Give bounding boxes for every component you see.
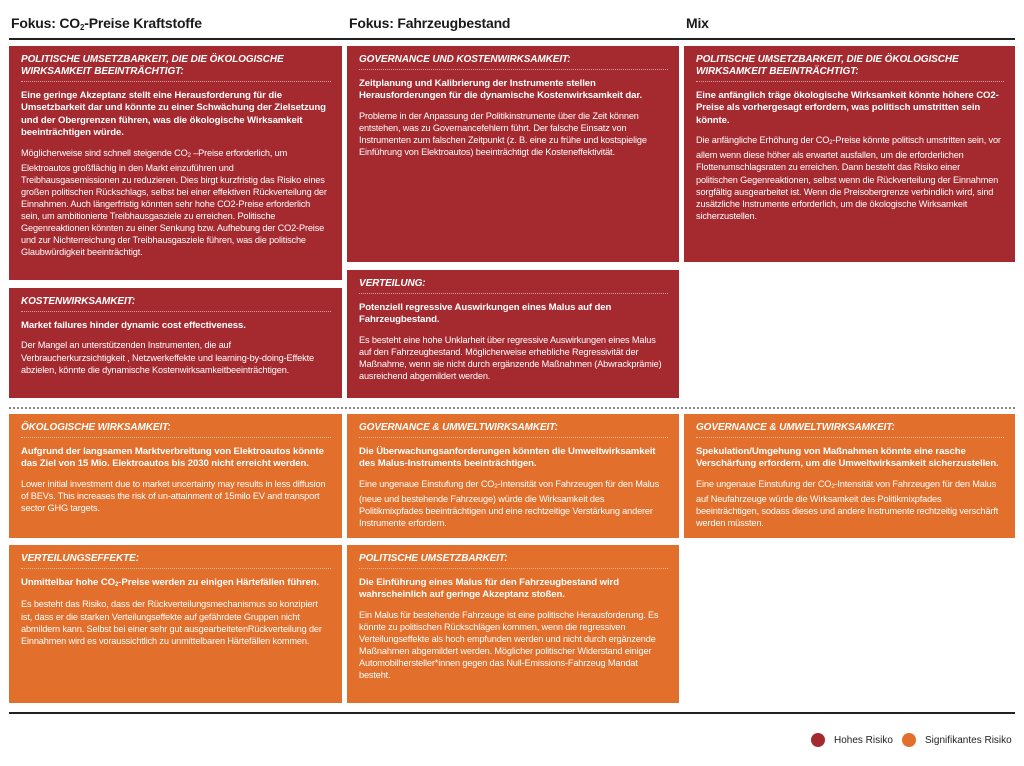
risk-card-political-feasibility-mix — [684, 46, 1015, 262]
header-subscript: 2 — [79, 23, 85, 32]
card-text: Der Mangel an unterstützenden Instrumenten, die auf Verbraucherkurzsichtigkeit , Netzwerkeffekte und learning-by-doing-Effekte abzielen, könnte die dynamische Kostenwirksamkeitbeeinträchtigen. — [21, 340, 314, 375]
card-title: GOVERNANCE UND KOSTENWIRKSAMKEIT: — [359, 54, 668, 70]
card-summary: Eine geringe Akzeptanz stellt eine Herausforderung für die Umsetzbarkeit dar und könnte zu einer Schwächung der Zielsetzung und der Obergrenzen führen, was die ökologische Wirksamkeit beeinträchtigen würde. — [21, 90, 326, 139]
card-text: Lower initial investment due to market uncertainty may results in less diffusion of BEVs. This increases the risk of un-attainment of 15milo EV and transport sector GHG targets. — [21, 478, 326, 513]
column-header-mix: Mix — [686, 15, 709, 31]
card-title: POLITISCHE UMSETZBARKEIT: — [359, 553, 668, 569]
card-title: ÖKOLOGISCHE WIRKSAMKEIT: — [21, 422, 331, 438]
card-title: KOSTENWIRKSAMKEIT: — [21, 296, 331, 312]
risk-card-ecological-effectiveness — [9, 414, 342, 538]
card-text: Es besteht eine hohe Unklarheit über regressive Auswirkungen eines Malus auf den Fahrzeugbestand. Möglicherweise erhebliche Regressivität der Maßnahme, wenn sie nicht durch ergänzende Maßnahmen (Abwrackprämie) ausreichend abgemildert werden. — [359, 334, 662, 382]
card-summary: Spekulation/Umgehung von Maßnahmen könnte eine rasche Verschärfung erfordern, um die Umweltwirksamkeit sicherzustellen. — [696, 446, 999, 470]
card-title: VERTEILUNG: — [359, 278, 668, 294]
card-text: Ein Malus für bestehende Fahrzeuge ist eine politische Herausforderung. Es könnte zu politischen Rückschlägen kommen, wenn die regressiven Verteilungseffekte als hoch empfunden werden und nicht durch ergänzende Maßnahmen abgemildert werden. Möglicher politischer Widerstand einiger Automobilhersteller*innen gegen das Null-Emissions-Fahrzeug Mandat besteht. — [359, 609, 659, 681]
card-text: Es besteht das Risiko, dass der Rückverteilungsmechanismus so konzipiert ist, dass er die starken Verteilungseffekte auf gefährdete Gruppen nicht abmildern kann. Selbst bei einer sehr gut ausgearbeitetenRückverteilung der Einnahmen wird es voraussichtlich zu unmittelbaren Härtefällen kommen. — [21, 599, 322, 646]
card-summary: Die Einführung eines Malus für den Fahrzeugbestand wird wahrscheinlich auf geringe Akzeptanz stoßen. — [359, 577, 619, 601]
legend-swatch-significant — [902, 733, 916, 747]
card-title: GOVERNANCE & UMWELTWIRKSAMKEIT: — [696, 422, 1004, 438]
column-header-vehicle-stock: Fokus: Fahrzeugbestand — [349, 15, 511, 31]
card-title: POLITISCHE UMSETZBARKEIT, DIE DIE ÖKOLOGISCHE WIRKSAMKEIT BEEINTRÄCHTIGT: — [696, 54, 1004, 82]
card-summary: Die Überwachungsanforderungen könnten die Umweltwirksamkeit des Malus-Instruments beeinträchtigen. — [359, 446, 656, 470]
card-summary: Aufgrund der langsamen Marktverbreitung von Elektroautos könnte das Ziel von 15 Mio. Elektroautos bis 2030 nicht erreicht werden. — [21, 446, 324, 470]
risk-card-governance-cost — [347, 46, 679, 262]
legend-high-risk — [811, 733, 893, 747]
card-summary: Zeitplanung und Kalibrierung der Instrumente stellen Herausforderungen für die dynamische Kostenwirksamkeit dar. — [359, 78, 643, 102]
top-divider — [9, 38, 1015, 40]
card-text: Eine ungenaue Einstufung der $CO_2$-Intensität von Fahrzeugen für den Malus auf Neufahrzeuge würde die Wirksamkeit des Politikmixpfades beeinträchtigen, sodass dieses und andere Instrumente rechtzeitig verschärft werden müssten. — [696, 478, 999, 529]
card-summary: Unmittelbar hohe $CO_2$-Preise werden zu einigen Härtefällen führen. — [21, 577, 320, 588]
card-summary: Market failures hinder dynamic cost effectiveness. — [21, 320, 246, 331]
column-header-co2-prices — [11, 15, 202, 32]
legend-swatch-high — [811, 733, 825, 747]
card-title: GOVERNANCE & UMWELTWIRKSAMKEIT: — [359, 422, 668, 438]
risk-card-governance-environment — [347, 414, 679, 538]
risk-card-political-feasibility — [9, 46, 342, 280]
risk-card-governance-environment-mix — [684, 414, 1015, 538]
header-text: -Preise Kraftstoffe — [84, 15, 202, 31]
risk-card-cost-effectiveness — [9, 288, 342, 398]
risk-card-distributional-effects — [9, 545, 342, 703]
legend-label: Hohes Risiko — [834, 734, 893, 746]
card-summary: Potenziell regressive Auswirkungen eines Malus auf den Fahrzeugbestand. — [359, 302, 612, 326]
bottom-divider — [9, 712, 1015, 714]
legend-significant-risk — [902, 733, 1012, 747]
middle-divider — [9, 407, 1015, 409]
card-summary: Eine anfänglich träge ökologische Wirksamkeit könnte höhere CO2-Preise als vorhergesagt erfordern, was politisch umstritten sein könnte. — [696, 90, 999, 126]
legend-label: Signifikantes Risiko — [925, 734, 1012, 746]
risk-card-political-feasibility-stock — [347, 545, 679, 703]
card-title: VERTEILUNGSEFFEKTE: — [21, 553, 331, 569]
card-text: Eine ungenaue Einstufung der $CO_2$-Intensität von Fahrzeugen für den Malus (neue und bestehende Fahrzeuge) würde die Wirksamkeit des Politikmixpfades beeinträchtigen und eine rechtzeitige Verstärkung anderer Instrumente erfordern. — [359, 478, 660, 529]
risk-card-distribution — [347, 270, 679, 398]
card-text: Die anfängliche Erhöhung der $CO_2$-Preise könnte politisch umstritten sein, vor allem wenn diese höher als erwartet ausfallen, um die erforderlichen Flottenumschlagsraten zu erreichen. Dann besteht das Risiko einer politischen Gegenreaktionen, selbst wenn die Rückverteilung der Einnahmen sorgfältig ausgearbeitet ist. Wenn die Preisobergrenze verbindlich wird, sind zusätzliche Instrumente erforderlich, um die ökologische Wirksamkeit sicherzustellen. — [696, 135, 1001, 221]
card-text: Möglicherweise sind schnell steigende $CO_2$ –Preise erforderlich, um Elektroautos großflächig in den Markt einzuführen und Treibhausgasemissionen zu reduzieren. Dies birgt kurzfristig das Risiko eines großen politischen Rückschlags, selbst bei einer effektiven Rückverteilung der Einnahmen. Auch längerfristig könnten sehr hohe CO2-Preise erforderlich sein, um ambitionierte Treibhausgasziele zu erreichen. Politische Gegenreaktionen könnten zu einer Senkung bzw. Aufhebung der CO2-Preise und zur Nichterreichung der Treibhausgasziele führen, was die politische Glaubwürdigkeit beeinträchtigt. — [21, 147, 327, 258]
header-text: Fokus: CO — [11, 15, 80, 31]
card-title: POLITISCHE UMSETZBARKEIT, DIE DIE ÖKOLOGISCHE WIRKSAMKEIT BEEINTRÄCHTIGT: — [21, 54, 331, 82]
card-text: Probleme in der Anpassung der Politikinstrumente über die Zeit können entstehen, was zu Governancefehlern führt. Der falsche Einsatz von Instrumenten zum falschen Zeitpunkt (z. B. eine zu frühe und kostspielige Einführung von Elektroautos) beeinträchtigt die Kosteneffektivität. — [359, 110, 647, 158]
